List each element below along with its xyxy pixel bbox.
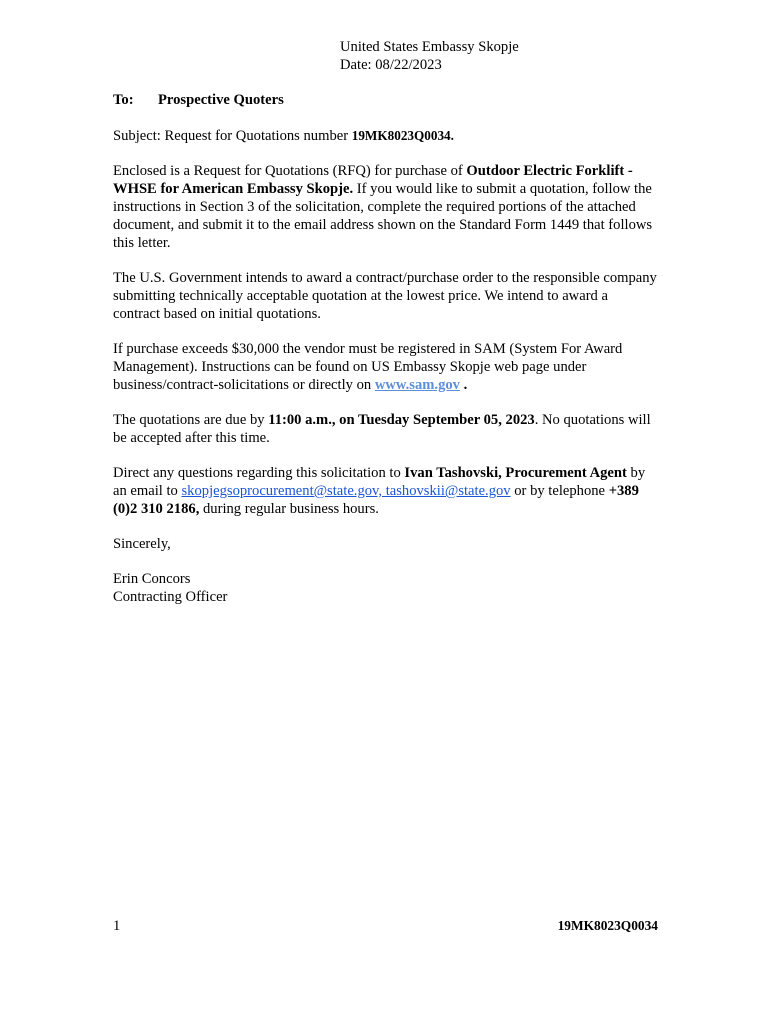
contact-name: Ivan Tashovski, Procurement Agent: [404, 465, 627, 481]
due-date: 11:00 a.m., on Tuesday September 05, 2023: [268, 412, 535, 428]
subject-line: [113, 127, 658, 145]
para3-end: .: [459, 377, 468, 393]
para1-text1: Enclosed is a Request for Quotations (RFQ) for purchase of: [113, 163, 467, 179]
para5-text3: or by telephone: [510, 483, 609, 499]
sam-gov-link[interactable]: www.sam.gov: [374, 377, 460, 393]
recipient-name: Prospective Quoters: [158, 92, 284, 108]
contact-phone: +389 (0)2 310 2186,: [113, 483, 639, 517]
signatory-name: Erin Concors: [113, 571, 191, 587]
signature-block: [113, 570, 658, 606]
para4-text2: . No quotations will be accepted after this time.: [113, 412, 651, 446]
signatory-title: Contracting Officer: [113, 589, 228, 605]
para4-text1: The quotations are due by: [113, 412, 269, 428]
paragraph-contact: [113, 464, 658, 518]
footer-doc-number: 19MK8023Q0034: [557, 918, 658, 933]
para3-text: If purchase exceeds $30,000 the vendor must be registered in SAM (System For Award Management). Instructions can be found on US Embassy Skopje web page under business/contract-solicitations or directly on: [113, 341, 623, 393]
paragraph-award-basis: [113, 269, 658, 323]
paragraph-sam-registration: [113, 340, 658, 394]
paragraph-rfq-intro: [113, 162, 658, 252]
letter-header: [340, 38, 660, 74]
paragraph-due-date: [113, 411, 658, 447]
para5-text4: during regular business hours.: [199, 501, 379, 517]
sender-organization: United States Embassy Skopje: [340, 39, 519, 55]
subject-prefix: Subject: Request for Quotations number: [113, 128, 352, 144]
solicitation-number: 19MK8023Q0034.: [351, 128, 454, 143]
closing: Sincerely,: [113, 536, 171, 552]
email-links[interactable]: skopjegsoprocurement@state.gov, tashovskii@state.gov: [181, 483, 511, 499]
page-number: 1: [113, 918, 121, 934]
recipient-line: [113, 91, 284, 109]
letter-body: [113, 127, 658, 606]
para1-text2: If you would like to submit a quotation, follow the instructions in Section 3 of the solicitation, complete the required portions of the attached document, and submit it to the email address shown on the Standard Form 1449 that follows this letter.: [113, 181, 653, 251]
to-label: To:: [113, 92, 134, 108]
para2-text: The U.S. Government intends to award a contract/purchase order to the responsible company submitting technically acceptable quotation at the lowest price. We intend to award a contract based on initial quotations.: [113, 270, 657, 322]
para5-text1: Direct any questions regarding this solicitation to: [113, 465, 405, 481]
letter-date: Date: 08/22/2023: [340, 57, 442, 73]
item-description: Outdoor Electric Forklift - WHSE for American Embassy Skopje.: [113, 163, 633, 197]
para5-text2: by an email to: [113, 465, 646, 499]
